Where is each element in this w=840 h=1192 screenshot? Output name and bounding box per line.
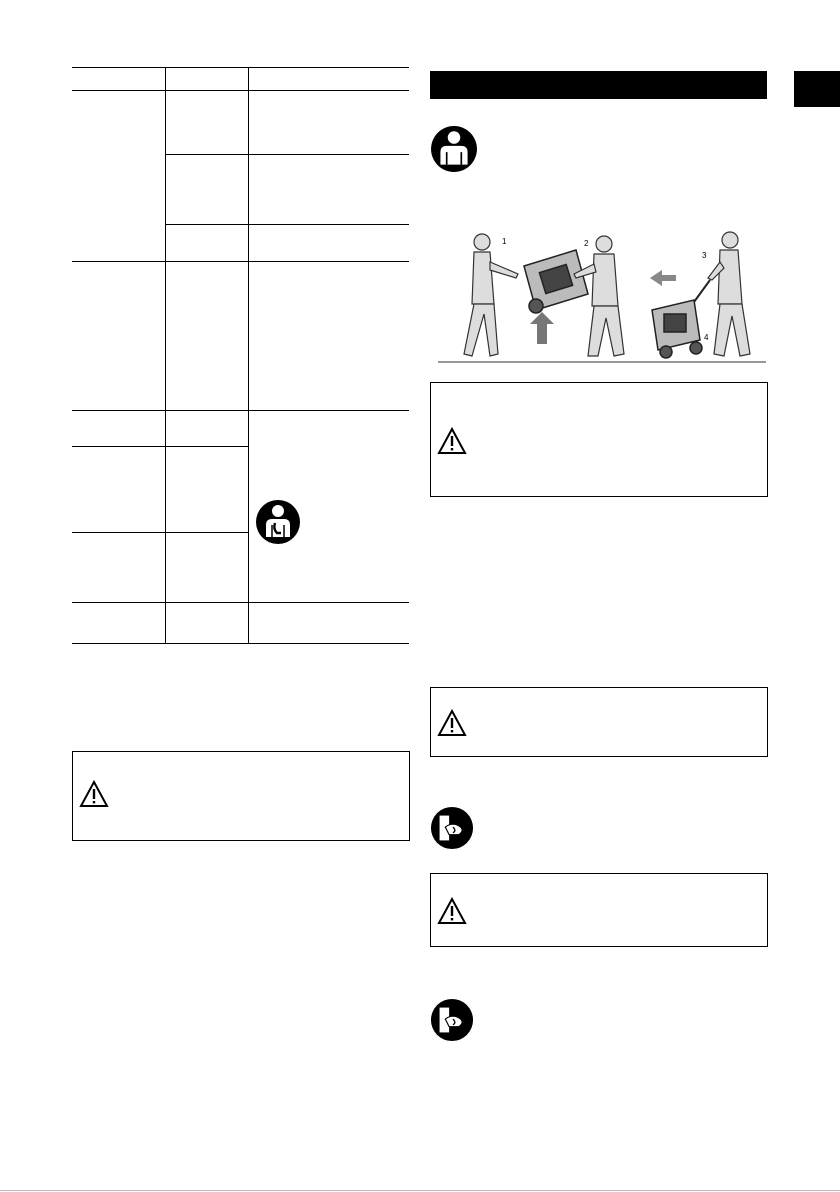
table-rule <box>165 224 409 225</box>
generator-wheeled <box>652 280 710 358</box>
section-title-bar <box>430 71 767 99</box>
table-rule <box>72 261 409 262</box>
callout-3: 3 <box>702 251 707 260</box>
page-edge <box>0 1190 840 1191</box>
table-rule <box>72 90 409 91</box>
warning-box-1 <box>430 382 768 497</box>
callout-1: 1 <box>502 237 507 246</box>
warning-box-3 <box>430 873 768 947</box>
table-rule <box>72 532 248 533</box>
person-manual-icon <box>430 125 478 173</box>
warning-triangle-icon <box>79 780 109 808</box>
language-tab <box>794 71 840 107</box>
table-rule <box>165 67 166 644</box>
warning-triangle-icon <box>437 427 467 455</box>
gloved-hand-icon <box>430 806 474 850</box>
gloved-hand-icon <box>430 998 474 1042</box>
table-rule <box>248 67 249 644</box>
table-rule <box>72 410 409 411</box>
table-rule <box>72 67 409 68</box>
person-left <box>464 234 518 356</box>
warning-triangle-icon <box>437 709 467 737</box>
table-rule <box>72 602 409 603</box>
warning-box-2 <box>430 687 768 757</box>
lift-arrow-icon <box>530 312 554 344</box>
callout-2: 2 <box>584 239 589 248</box>
table-rule <box>72 643 409 644</box>
warning-triangle-icon <box>437 897 467 925</box>
table-rule <box>72 446 248 447</box>
warning-box-left <box>72 751 410 841</box>
lifting-illustration <box>438 214 766 368</box>
person-service-icon <box>255 499 301 545</box>
generator-carried <box>524 250 588 313</box>
direction-arrow-icon <box>650 270 676 286</box>
maintenance-table <box>72 67 409 644</box>
callout-4: 4 <box>704 333 709 342</box>
table-rule <box>165 154 409 155</box>
person-right <box>708 232 750 356</box>
